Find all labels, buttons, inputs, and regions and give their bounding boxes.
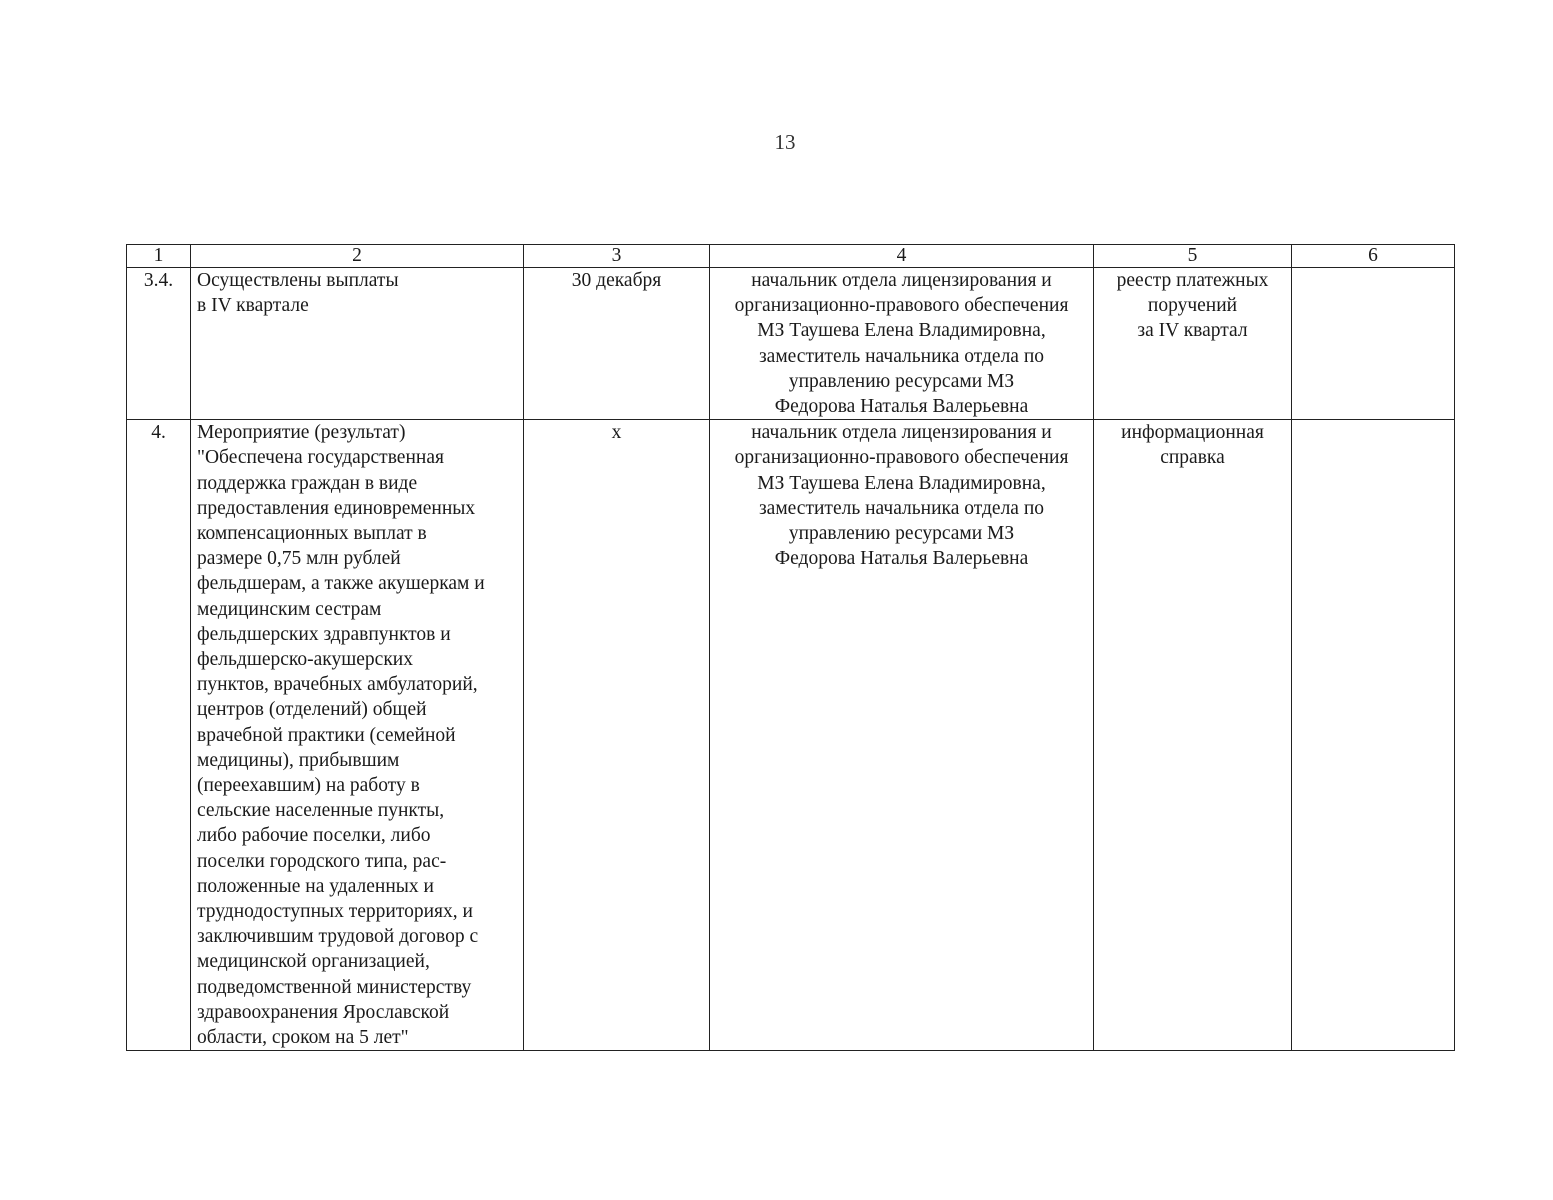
description-line: медицины), прибывшим <box>197 749 400 771</box>
row-responsible <box>710 268 1094 420</box>
document-line: информационная <box>1121 422 1264 444</box>
description-line: фельдшерско-акушерских <box>197 649 413 671</box>
responsible-line: начальник отдела лицензирования и <box>751 422 1052 444</box>
document-line: справка <box>1160 447 1225 469</box>
row-deadline: х <box>524 420 710 1051</box>
description-line: либо рабочие поселки, либо <box>197 825 431 847</box>
description-line: центров (отделений) общей <box>197 699 427 721</box>
description-line: предоставления единовременных <box>197 497 476 519</box>
description-line: труднодоступных территориях, и <box>197 901 473 923</box>
description-line: поддержка граждан в виде <box>197 472 418 494</box>
row-number: 4. <box>127 420 191 1051</box>
description-line: компенсационных выплат в <box>197 523 427 545</box>
responsible-line: управлению ресурсами МЗ <box>788 523 1015 545</box>
description-line: области, сроком на 5 лет" <box>197 1027 409 1049</box>
row-document <box>1094 420 1292 1051</box>
description-line: размере 0,75 млн рублей <box>197 548 401 570</box>
responsible-line: организационно-правового обеспечения <box>734 447 1069 469</box>
row-description <box>191 420 524 1051</box>
header-cell: 3 <box>524 245 710 268</box>
description-line: в IV квартале <box>197 295 309 317</box>
responsible-line: заместитель начальника отдела по <box>758 497 1045 519</box>
document-line: поручений <box>1147 295 1238 317</box>
description-line: подведомственной министерству <box>197 976 472 998</box>
responsible-line: заместитель начальника отдела по <box>758 345 1045 367</box>
row-number: 3.4. <box>127 268 191 420</box>
page-number: 13 <box>774 130 796 154</box>
row-responsible <box>710 420 1094 1051</box>
description-line: заключившим трудовой договор с <box>197 926 479 948</box>
header-cell: 1 <box>127 245 191 268</box>
description-line: здравоохранения Ярославской <box>197 1001 450 1023</box>
row-note <box>1292 420 1455 1051</box>
description-line: Мероприятие (результат) <box>197 422 406 444</box>
description-line: Осуществлены выплаты <box>197 270 399 291</box>
description-line: фельдшерских здравпунктов и <box>197 623 451 645</box>
table-row <box>127 420 1455 1051</box>
row-note <box>1292 268 1455 420</box>
description-line: положенные на удаленных и <box>197 875 434 897</box>
description-line: пунктов, врачебных амбулаторий, <box>197 674 478 696</box>
responsible-line: управлению ресурсами МЗ <box>788 370 1015 392</box>
description-line: медицинским сестрам <box>197 598 382 620</box>
plan-table <box>126 244 1455 1051</box>
description-line: сельские населенные пункты, <box>197 800 445 822</box>
row-description <box>191 268 524 420</box>
responsible-line: Федорова Наталья Валерьевна <box>774 396 1029 418</box>
description-line: фельдшерам, а также акушеркам и <box>197 573 485 595</box>
header-cell: 4 <box>710 245 1094 268</box>
row-document <box>1094 268 1292 420</box>
responsible-line: организационно-правового обеспечения <box>734 295 1069 317</box>
responsible-line: начальник отдела лицензирования и <box>751 270 1052 291</box>
document-line: реестр платежных <box>1116 270 1269 291</box>
description-line: "Обеспечена государственная <box>197 447 444 469</box>
row-deadline: 30 декабря <box>524 268 710 420</box>
responsible-line: МЗ Таушева Елена Владимировна, <box>757 320 1046 342</box>
description-line: медицинской организацией, <box>197 951 430 973</box>
responsible-line: Федорова Наталья Валерьевна <box>774 548 1029 570</box>
description-line: врачебной практики (семейной <box>197 724 456 746</box>
table-header-row <box>127 245 1455 268</box>
responsible-line: МЗ Таушева Елена Владимировна, <box>757 472 1046 494</box>
document-line: за IV квартал <box>1137 320 1248 342</box>
description-line: поселки городского типа, рас- <box>197 850 447 872</box>
header-cell: 6 <box>1292 245 1455 268</box>
description-line: (переехавшим) на работу в <box>197 775 420 797</box>
header-cell: 2 <box>191 245 524 268</box>
header-cell: 5 <box>1094 245 1292 268</box>
table-row <box>127 268 1455 420</box>
